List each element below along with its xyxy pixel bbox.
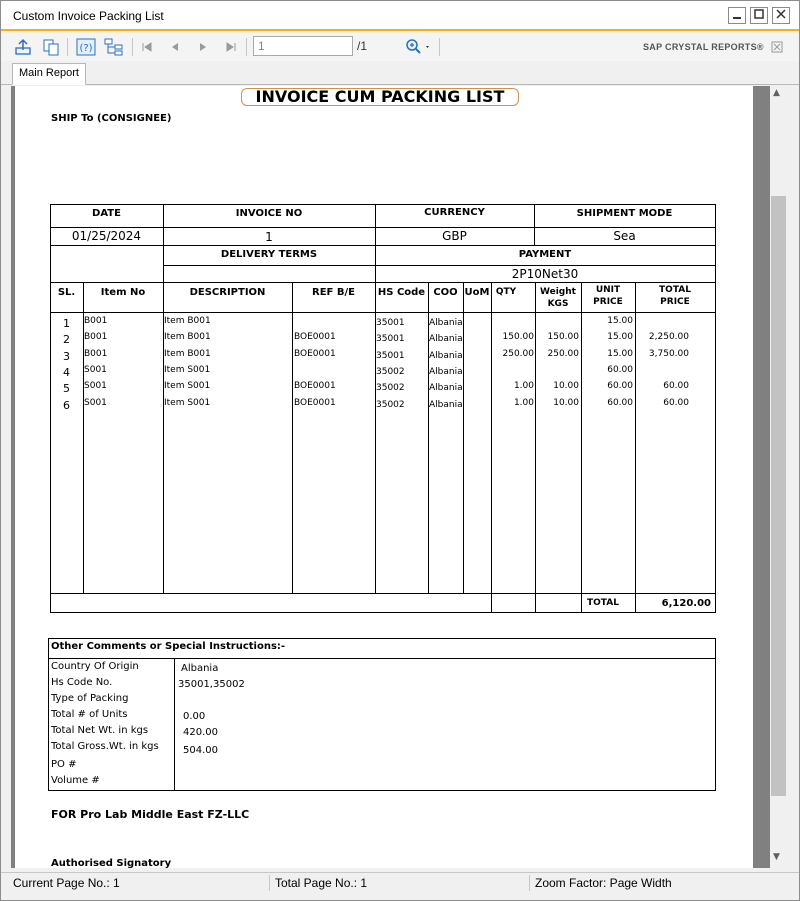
status-zoom: Zoom Factor: Page Width <box>535 876 672 890</box>
col-uom: UoM <box>464 287 490 298</box>
cell-weight: 150.00 <box>547 332 579 343</box>
total-label: TOTAL <box>587 598 619 608</box>
status-total-page: Total Page No.: 1 <box>275 876 368 890</box>
cell-coo: Albania <box>429 366 463 377</box>
cell-sl: 1 <box>63 317 70 330</box>
cell-ref: BOE0001 <box>294 332 336 343</box>
brand-label: SAP CRYSTAL REPORTS® <box>643 42 764 52</box>
cell-qty: 150.00 <box>502 332 534 343</box>
svg-text:(?): (?) <box>79 43 93 54</box>
group-tree-button[interactable] <box>103 38 125 56</box>
col-total-price-2: PRICE <box>660 297 690 307</box>
minimize-icon <box>731 8 743 20</box>
total-value: 6,120.00 <box>661 598 711 609</box>
cell-sl: 3 <box>63 349 70 363</box>
report-viewer <box>11 86 787 868</box>
copy-icon <box>42 38 60 56</box>
delivery-terms-label: DELIVERY TERMS <box>220 249 318 260</box>
cell-hs: 35001 <box>376 350 405 361</box>
last-page-icon <box>225 41 237 53</box>
title-bar <box>1 1 799 31</box>
cell-desc: Item S001 <box>164 364 211 375</box>
cell-desc: Item B001 <box>164 316 211 326</box>
summary-value: 0.00 <box>183 711 206 722</box>
col-coo: COO <box>433 287 458 298</box>
close-icon <box>775 8 787 20</box>
page-number-input[interactable]: 1 <box>253 36 353 56</box>
export-icon <box>14 38 32 56</box>
col-hs-code: HS Code <box>377 287 426 298</box>
col-weight-kgs: KGS <box>547 299 569 309</box>
next-page-button[interactable] <box>195 38 211 56</box>
cell-hs: 35001 <box>376 318 405 328</box>
col-unit-price: UNIT <box>595 285 621 295</box>
report-page <box>15 86 753 868</box>
summary-label: Country Of Origin <box>51 661 139 672</box>
cell-coo: Albania <box>429 334 463 345</box>
first-page-icon <box>141 41 153 53</box>
cell-item: S001 <box>84 364 107 375</box>
summary-label: PO # <box>51 759 77 770</box>
cell-unit: 60.00 <box>607 381 633 392</box>
summary-label: Volume # <box>51 775 100 786</box>
col-description: DESCRIPTION <box>189 287 266 298</box>
cell-hs: 35001 <box>376 334 405 345</box>
export-button[interactable] <box>13 38 33 56</box>
cell-sl: 4 <box>63 365 70 379</box>
cell-weight: 10.00 <box>553 397 579 408</box>
cell-hs: 35002 <box>376 366 405 377</box>
cell-hs: 35002 <box>376 399 405 410</box>
summary-value: 504.00 <box>183 745 218 756</box>
summary-value: Albania <box>181 663 219 674</box>
summary-value: 420.00 <box>183 727 218 738</box>
payment-label: PAYMENT <box>518 249 572 260</box>
cell-hs: 35002 <box>376 383 405 394</box>
date-value: 01/25/2024 <box>71 229 142 243</box>
cell-total: 60.00 <box>663 397 689 408</box>
shipment-mode-value: Sea <box>613 229 636 243</box>
zoom-icon <box>404 38 432 56</box>
cell-desc: Item S001 <box>164 397 211 408</box>
cell-ref: BOE0001 <box>294 381 336 392</box>
cell-qty: 1.00 <box>513 397 534 408</box>
minimize-button[interactable] <box>728 7 746 24</box>
report-title: INVOICE CUM PACKING LIST <box>241 88 519 106</box>
cell-desc: Item B001 <box>164 348 211 359</box>
maximize-icon <box>753 8 765 20</box>
cell-ref: BOE0001 <box>294 397 336 408</box>
cell-desc: Item S001 <box>164 381 211 392</box>
cell-unit: 60.00 <box>607 397 633 408</box>
status-bar <box>1 872 799 892</box>
for-company: FOR Pro Lab Middle East FZ-LLC <box>51 808 250 821</box>
cell-ref: BOE0001 <box>294 348 336 359</box>
maximize-button[interactable] <box>750 7 768 24</box>
cell-coo: Albania <box>429 350 463 361</box>
col-item-no: Item No <box>100 287 146 298</box>
page-total-label: /1 <box>357 39 368 53</box>
scrollbar[interactable] <box>770 86 787 868</box>
currency-value: GBP <box>442 229 467 243</box>
cell-desc: Item B001 <box>164 332 211 343</box>
col-ref: REF B/E <box>312 287 355 298</box>
help-button[interactable] <box>75 38 97 56</box>
previous-page-icon <box>169 41 181 53</box>
tab-strip <box>1 61 799 85</box>
scroll-thumb[interactable] <box>771 196 786 796</box>
cell-coo: Albania <box>429 399 463 410</box>
col-total-price: TOTAL <box>659 285 691 295</box>
help-icon <box>76 38 96 56</box>
tab-main-report[interactable]: Main Report <box>12 63 86 85</box>
zoom-button[interactable] <box>403 38 433 56</box>
date-label: DATE <box>92 208 121 219</box>
summary-label: Total Gross.Wt. in kgs <box>51 741 159 752</box>
cell-weight: 250.00 <box>547 348 579 359</box>
group-tree-icon <box>104 38 124 56</box>
close-report-icon <box>771 41 783 53</box>
cell-coo: Albania <box>429 318 463 328</box>
previous-page-button[interactable] <box>167 38 183 56</box>
cell-unit: 60.00 <box>607 364 633 375</box>
summary-label: Total Net Wt. in kgs <box>51 725 149 736</box>
cell-qty: 250.00 <box>502 348 534 359</box>
scroll-down-icon[interactable]: ▼ <box>773 852 780 862</box>
cell-item: S001 <box>84 381 107 392</box>
cell-sl: 6 <box>63 398 70 412</box>
invoice-no-value: 1 <box>265 230 273 244</box>
cell-qty: 1.00 <box>513 381 534 392</box>
summary-label: Type of Packing <box>51 693 129 704</box>
next-page-icon <box>197 41 209 53</box>
close-button[interactable] <box>772 7 790 24</box>
close-report-button[interactable] <box>770 38 784 56</box>
summary-value: 35001,35002 <box>178 679 245 690</box>
cell-total: 60.00 <box>663 381 689 392</box>
cell-coo: Albania <box>429 383 463 394</box>
col-weight: Weight <box>540 287 576 297</box>
cell-unit: 15.00 <box>607 316 633 326</box>
cell-item: S001 <box>84 397 107 408</box>
cell-unit: 15.00 <box>607 348 633 359</box>
authorised-signatory: Authorised Signatory <box>51 858 172 868</box>
currency-label: CURRENCY <box>424 207 485 218</box>
ship-to-label: SHIP To (CONSIGNEE) <box>51 113 172 124</box>
invoice-no-label: INVOICE NO <box>235 208 303 219</box>
cell-unit: 15.00 <box>607 332 633 343</box>
comments-label: Other Comments or Special Instructions:- <box>51 641 286 652</box>
toolbar <box>1 33 799 61</box>
cell-item: B001 <box>84 316 108 326</box>
shipment-mode-label: SHIPMENT MODE <box>576 208 673 219</box>
first-page-button[interactable] <box>139 38 155 56</box>
cell-weight: 10.00 <box>553 381 579 392</box>
summary-label: Hs Code No. <box>51 677 113 688</box>
cell-total: 3,750.00 <box>648 348 689 359</box>
window-title: Custom Invoice Packing List <box>13 9 164 23</box>
scroll-up-icon[interactable]: ▲ <box>773 88 780 98</box>
col-unit-price-2: PRICE <box>593 297 623 307</box>
payment-value: 2P10Net30 <box>511 267 579 281</box>
cell-sl: 2 <box>63 333 70 347</box>
last-page-button[interactable] <box>223 38 239 56</box>
copy-button[interactable] <box>41 38 61 56</box>
status-current-page: Current Page No.: 1 <box>13 876 120 890</box>
cell-total: 2,250.00 <box>648 332 689 343</box>
col-qty: QTY <box>495 287 517 297</box>
cell-sl: 5 <box>63 382 70 396</box>
cell-item: B001 <box>84 348 108 359</box>
summary-label: Total # of Units <box>51 709 128 720</box>
col-sl: SL. <box>57 287 76 298</box>
cell-item: B001 <box>84 332 108 343</box>
